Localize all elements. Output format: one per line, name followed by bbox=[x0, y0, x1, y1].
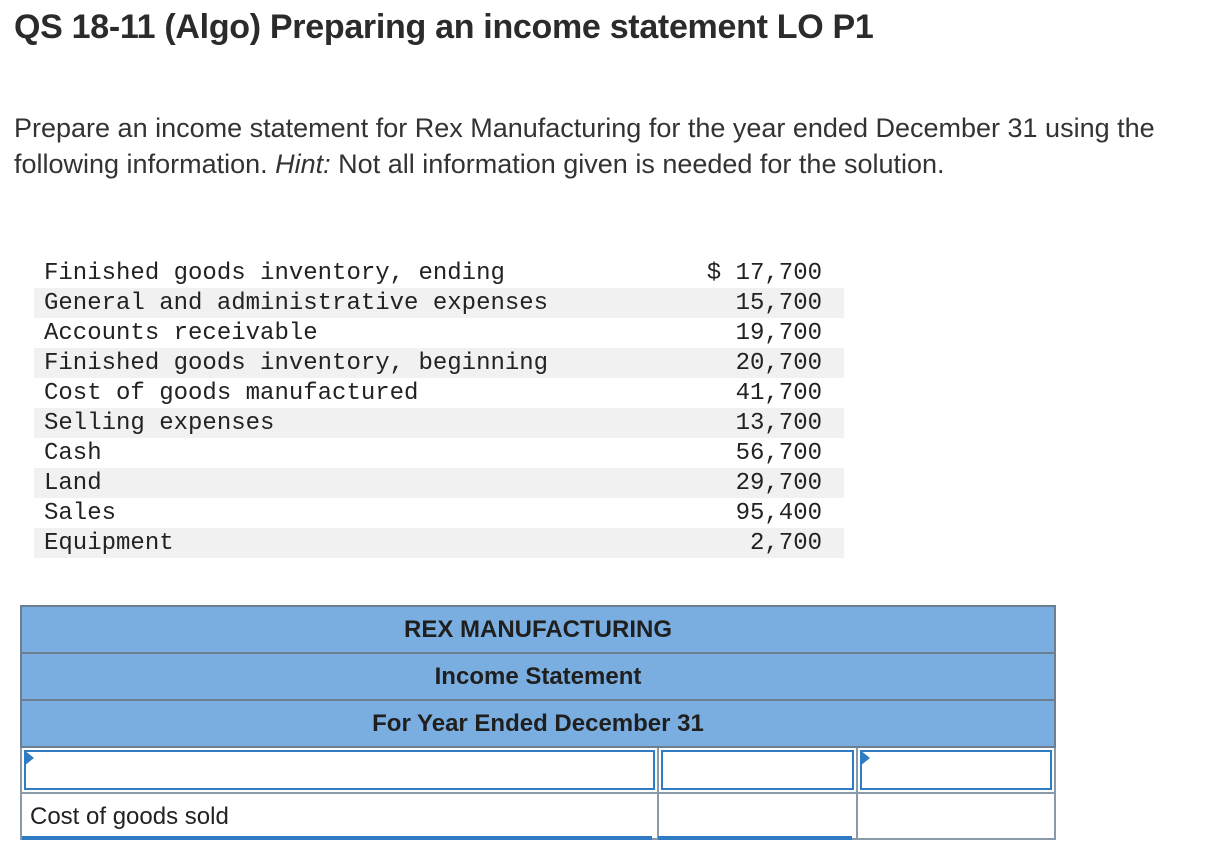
amount-cell[interactable] bbox=[658, 793, 858, 839]
hint-label: Hint: bbox=[275, 149, 331, 179]
row-amount: 41,700 bbox=[735, 379, 822, 407]
total-cell[interactable] bbox=[857, 747, 1055, 793]
row-amount: 2,700 bbox=[612, 528, 844, 558]
total-cell[interactable] bbox=[857, 793, 1055, 839]
next-row-edge bbox=[20, 836, 1056, 850]
table-row bbox=[21, 793, 1055, 839]
dropdown-flag-icon bbox=[860, 750, 870, 766]
row-label: Cost of goods manufactured bbox=[44, 379, 419, 407]
table-row bbox=[34, 258, 844, 288]
table-row bbox=[34, 438, 844, 468]
given-information-table bbox=[34, 258, 844, 558]
row-label: Equipment bbox=[34, 528, 612, 558]
row-label: General and administrative expenses bbox=[34, 288, 612, 318]
instructions bbox=[14, 110, 1214, 182]
statement-title: Income Statement bbox=[21, 653, 1055, 700]
instructions-text-1: Prepare an income statement for Rex Manufacturing for the year ended December 31 using the following information. bbox=[14, 113, 1155, 179]
row-amount: 56,700 bbox=[735, 439, 822, 467]
table-row bbox=[34, 528, 844, 558]
table-row bbox=[34, 408, 844, 438]
income-statement-worksheet bbox=[20, 605, 1056, 840]
statement-company-name: REX MANUFACTURING bbox=[21, 606, 1055, 653]
table-row bbox=[34, 378, 844, 408]
instructions-text-2: Not all information given is needed for the solution. bbox=[330, 149, 945, 179]
row-label: Cash bbox=[44, 439, 102, 467]
table-row bbox=[34, 498, 844, 528]
row-label: Finished goods inventory, ending bbox=[44, 259, 505, 287]
next-row-input-edge[interactable] bbox=[22, 836, 652, 840]
account-select[interactable] bbox=[24, 750, 655, 790]
row-label: Selling expenses bbox=[34, 408, 612, 438]
amount-input[interactable] bbox=[661, 750, 855, 790]
table-row bbox=[34, 348, 844, 378]
statement-period: For Year Ended December 31 bbox=[21, 700, 1055, 747]
row-label: Finished goods inventory, beginning bbox=[34, 348, 612, 378]
row-label: Land bbox=[34, 468, 612, 498]
row-amount: 95,400 bbox=[735, 499, 822, 527]
table-row bbox=[34, 318, 844, 348]
row-label: Accounts receivable bbox=[44, 319, 318, 347]
total-input[interactable] bbox=[860, 750, 1052, 790]
cogs-label-cell bbox=[21, 793, 658, 839]
table-row bbox=[21, 747, 1055, 793]
account-select-cell[interactable] bbox=[21, 747, 658, 793]
row-amount: 19,700 bbox=[735, 319, 822, 347]
cogs-label: Cost of goods sold bbox=[30, 803, 229, 830]
row-amount: $ 17,700 bbox=[706, 259, 822, 287]
row-amount: 20,700 bbox=[612, 348, 844, 378]
table-row bbox=[34, 288, 844, 318]
next-row-input-edge[interactable] bbox=[658, 836, 852, 840]
page-title: QS 18-11 (Algo) Preparing an income statement LO P1 bbox=[14, 8, 874, 46]
amount-cell[interactable] bbox=[658, 747, 858, 793]
dropdown-flag-icon bbox=[24, 750, 34, 766]
row-label: Sales bbox=[44, 499, 117, 527]
table-row bbox=[34, 468, 844, 498]
row-amount: 13,700 bbox=[612, 408, 844, 438]
row-amount: 29,700 bbox=[612, 468, 844, 498]
row-amount: 15,700 bbox=[612, 288, 844, 318]
